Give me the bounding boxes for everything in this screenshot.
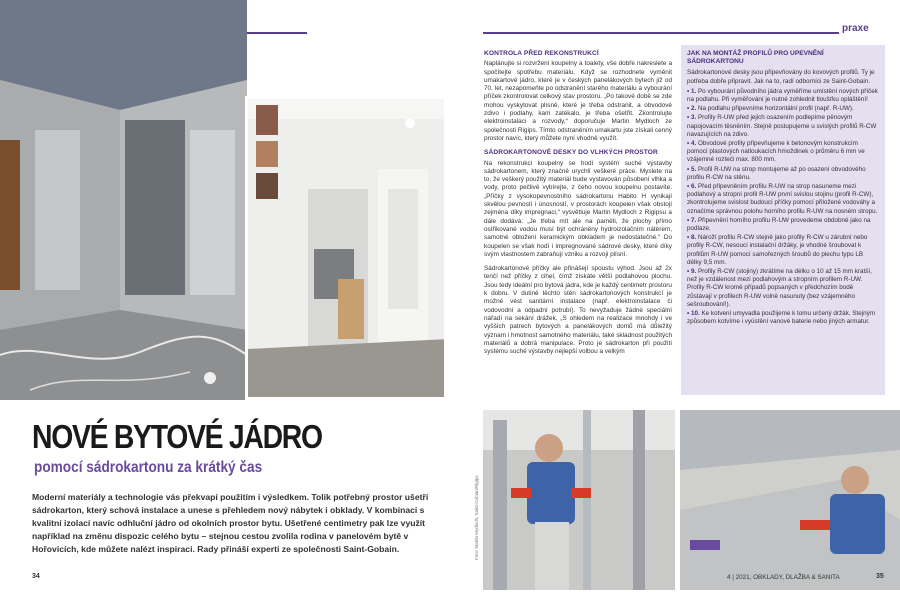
- sidebar-step: [687, 140, 879, 165]
- step-text: Profily R-CW (stojiny) zkrátíme na délku o 10 až 15 mm kratší, než je vzdálenost mezi podlahovým a stropním profilem R-UW. Profily R-CW kromě případů popsaných v předchozím bodě zůstávají v profilech R-UW volně nasunuty (bez vzájemného sešroubování!).: [687, 268, 872, 308]
- page-number-left: 34: [32, 573, 40, 580]
- photo-worker-profile: [483, 410, 675, 590]
- paragraph: Naplánujte si rozvržení koupelny a toalety, vše dobře nakreslete a spočítejte spotřebu materiálu. Když se rozhodnete vyměnit umakartové jádro, které je v českých panelákových bytech již od 70. let, nezapomeňte po odstranění starého materiálu a vybourání příček zkontrolovat celkový stav prostoru. „Po takové době se zde mohou vyskytovat plísně, které je třeba odstranit, a obvodové zdivo i podlahy, kam zatékalo, je třeba ošetřit. Zkontrolujte elektroinstalaci a rozvody,“ doporučuje Martin Mydloch ze společnosti Rigips. Tímto odstraněním umakartu jste získali cenný prostor navíc, který můžete nyní vhodně využít.: [484, 60, 672, 142]
- step-number: • 1.: [687, 87, 697, 95]
- photo-credit: Foto: Martin Mydloch, Saint-Gobain/Rigips: [474, 475, 479, 560]
- step-number: • 7.: [687, 216, 697, 224]
- step-text: Na podlahu připevníme horizontální profil (např. R-UW).: [697, 105, 854, 113]
- section-heading: KONTROLA PŘED REKONSTRUKCÍ: [484, 50, 599, 57]
- section-tag-right: praxe: [842, 23, 869, 34]
- photo-finished-bathroom: [245, 96, 447, 400]
- sidebar-step: [687, 105, 879, 113]
- step-number: • 4.: [687, 140, 697, 148]
- step-text: Profily R-UW před jejich osazením podlepíme pěnovým napojovacím těsněním. Stejně postupujeme u svislých profilů R-CW navazujících na zdivo.: [687, 114, 877, 138]
- step-text: Připevnění horního profilu R-UW provedeme obdobně jako na podlaze.: [687, 216, 871, 233]
- article-title: NOVÉ BYTOVÉ JÁDRO: [32, 418, 322, 455]
- sidebar-step: [687, 183, 879, 216]
- sidebar-title: JAK NA MONTÁŽ PROFILŮ PRO UPEVNĚNÍ SÁDROKARTONU: [687, 50, 824, 66]
- section-heading: SÁDROKARTONOVÉ DESKY DO VLHKÝCH PROSTOR: [484, 149, 658, 157]
- step-number: • 3.: [687, 114, 697, 122]
- sidebar-intro: Sádrokartonové desky jsou připevňovány do kovových profilů. Ty je potřeba dobře připravit. Jak na to, radí odborníci ze Saint-Gobain.: [687, 69, 875, 85]
- step-number: • 10.: [687, 310, 700, 318]
- sidebar-step: [687, 268, 879, 309]
- sidebar-step: [687, 310, 879, 326]
- article-lead: Moderní materiály a technologie vás překvapí použitím i výsledkem. Tolik potřebný prostor ušetří sádrokarton, který schová instalace a unese s přehledem nový nábytek i obklady. V kombinaci s kvalitní izolací navíc odhluční jádro od okolních prostor bytu. Ušetřené centimetry pak lze využít například na změnu dispozic celého bytu – stejnou cestou zvolila rodina v panelovém bytě v Hořovicích, kde můžete nalézt inspiraci. Rady přináší experti ze společnosti Saint-Gobain.: [32, 492, 429, 554]
- step-text: Nároží profilu R-CW stejně jako profily R-CW u zárubní nebo profily R-CW, nesoucí instalační držáky, je vhodné šroubovat k profilům R-UW pomocí samořezných šroubů do plechu typu LB délky 9,5 mm.: [687, 234, 868, 266]
- step-text: Profil R-UW na strop montujeme až po osazení obvodového profilu R-CW na stěnu.: [687, 165, 866, 181]
- sidebar-step: [687, 234, 879, 267]
- step-number: • 8.: [687, 234, 697, 242]
- step-text: Před připevněním profilu R-UW na strop nasuneme mezi podlahový a stropní profil R-UW první svislou stojinu (profil R-CW), zkontrolujeme svislost budoucí příčky pomocí přiložené vodováhy a označíme správnou polohu horního profilu R-UW na nosném stropu.: [687, 183, 878, 215]
- issue-line: 4 | 2021, OBKLADY, DLAŽBA & SANITA: [727, 574, 840, 581]
- photo-stripped-bathroom: [0, 0, 247, 400]
- article-subtitle: pomocí sádrokartonu za krátký čas: [34, 459, 263, 476]
- paragraph: Na rekonstrukci koupelny se hodí systém suché výstavby sádrokartonem, který značně urychlí veškeré práce. Myslete na to, že veškerý použitý materiál bude vystavován působení vlhka a vody, proto pečlivě vybírejte, z čeho novou koupelnu postavíte. „Příčky z vysokopevnostního sádrokartonu Habito H vynikají skvělou pevností i únosností, v prostorách koupelen však obstojí zejména díky impregnaci,“ vysvětluje Martin Mydloch z Rigipsu a dále dodává: „Je třeba mít ale na paměti, že plochy přímo ostřikované vodou musí být ochráněny hydroizolačním nátěrem, samotné obložení keramickým obkladem je nedostatečné.“ Do koupelen se však hodí i impregnované sádrové desky, které díky svým vlastnostem zabraňují vzniku a rozvoji plísní.: [484, 159, 672, 258]
- step-text: Obvodové profily připevňujeme k betonovým konstrukcím pomocí plastových natloukacích hmoždinek o průměru 6 mm ve vzájemné rozteči max. 800 mm.: [687, 140, 865, 164]
- step-text: Po vybourání původního jádra vyměříme umístění nových příček na podlahu. Při vyměřování je nutné zohlednit tloušťku opláštění!: [687, 87, 878, 104]
- step-number: • 2.: [687, 105, 697, 113]
- sidebar-step: [687, 114, 879, 139]
- step-number: • 6.: [687, 183, 697, 191]
- page-number-right: 35: [876, 573, 884, 580]
- step-number: • 9.: [687, 268, 697, 276]
- sidebar-step: [687, 217, 879, 233]
- step-text: Ke kotvení umyvadla použijeme k tomu určený držák. Stejným způsobem kotvíme i vyústění vanové baterie nebo jiných armatur.: [687, 310, 876, 326]
- photo-worker-board: [680, 410, 900, 590]
- article-column: [484, 50, 672, 362]
- sidebar-step: [687, 166, 879, 182]
- header-rule-right: [483, 32, 839, 34]
- paragraph: Sádrokartonové příčky ale přinášejí spoustu výhod. Jsou až 2x tenčí než příčky z cihel, čímž získáte větší podlahovou plochu. Jsou tedy ideální pro bytová jádra, kde je každý centimetr prostoru k dobru. V dutině těchto stěn sádrokartonových konstrukcí je možné vést sanitární instalace (např. elektroinstalace či vodovodní a odpadní potrubí). To nevyžaduje žádné speciální nářadí na sekání drážek. „S ohledem na realizace mnohdy i ve vyšších patrech bytových a panelákových domů má důležitý význam i hmotnost samotného materiálu, také skladnost použitých materiálů a dobrá manipulace. Proto je sádrokarton při použití systému suché výstavby nejlepší volbou a velkým: [484, 265, 672, 356]
- how-to-sidebar: [681, 45, 885, 395]
- step-number: • 5.: [687, 165, 697, 173]
- sidebar-step: [687, 88, 879, 104]
